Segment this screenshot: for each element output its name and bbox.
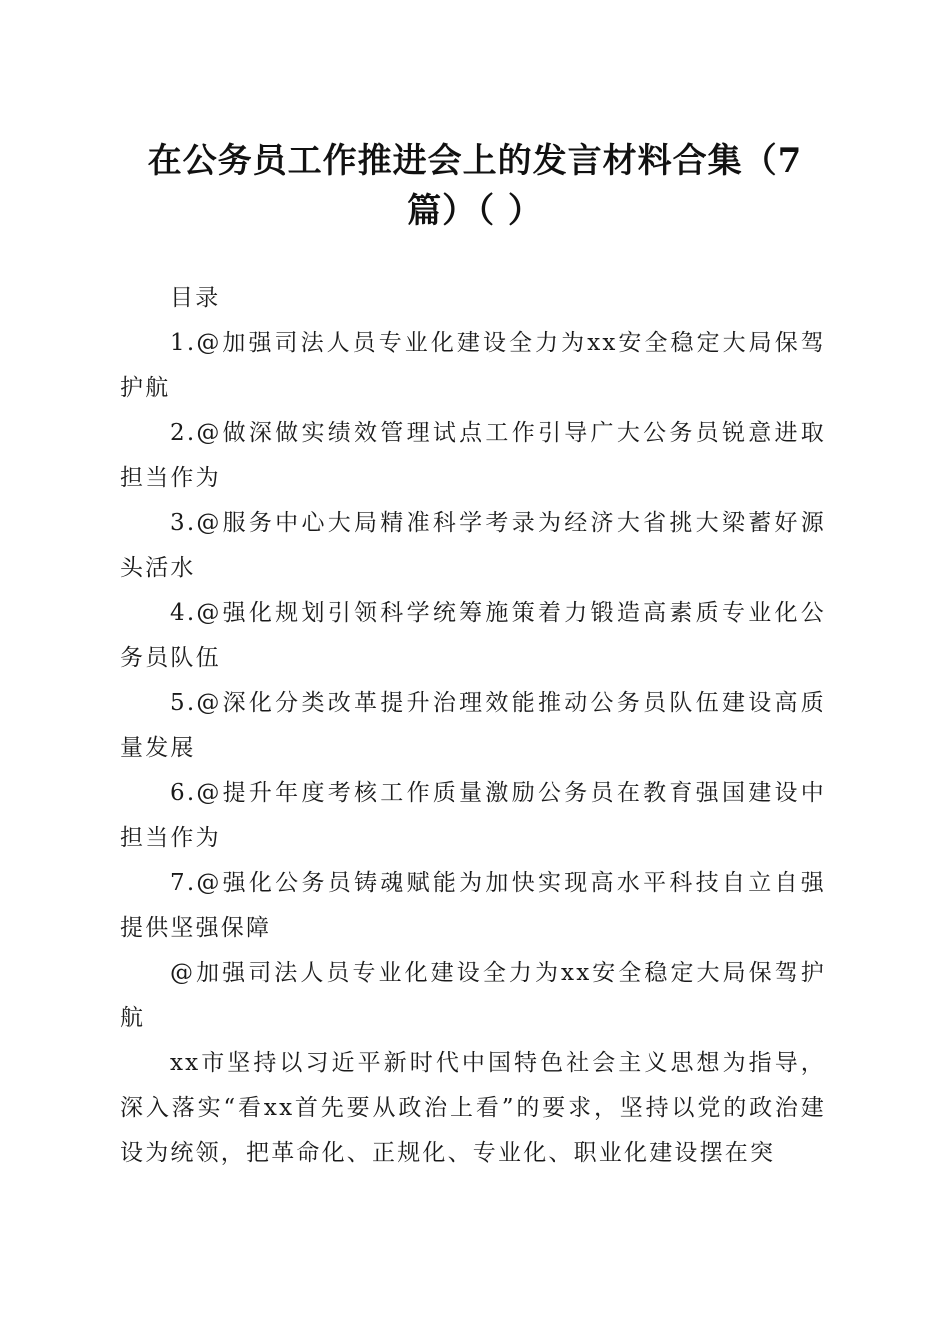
toc-heading: 目录 [170,285,221,311]
toc-item-4: 4.@强化规划引领科学统筹施策着力锻造高素质专业化公务员队伍 [120,600,826,671]
toc-item-5: 5.@深化分类改革提升治理效能推动公务员队伍建设高质量发展 [120,690,826,761]
toc-item-3: 3.@服务中心大局精准科学考录为经济大省挑大梁蓄好源头活水 [120,510,826,581]
toc-item-2: 2.@做深做实绩效管理试点工作引导广大公务员锐意进取担当作为 [120,420,826,491]
document-body [120,276,826,1176]
toc-item-6: 6.@提升年度考核工作质量激励公务员在教育强国建设中担当作为 [120,780,826,851]
section-heading: @加强司法人员专业化建设全力为xx安全稳定大局保驾护航 [120,960,826,1031]
title-line-2: 篇）（ ） [407,191,543,231]
toc-item-1: 1.@加强司法人员专业化建设全力为xx安全稳定大局保驾护航 [120,330,826,401]
body-paragraph: xx市坚持以习近平新时代中国特色社会主义思想为指导，深入落实“看xx首先要从政治上看”的要求，坚持以党的政治建设为统领，把革命化、正规化、专业化、职业化建设摆在突 [120,1050,826,1166]
document-title [120,136,830,236]
toc-item-7: 7.@强化公务员铸魂赋能为加快实现高水平科技自立自强提供坚强保障 [120,870,826,941]
title-line-1: 在公务员工作推进会上的发言材料合集（7 [147,141,803,181]
